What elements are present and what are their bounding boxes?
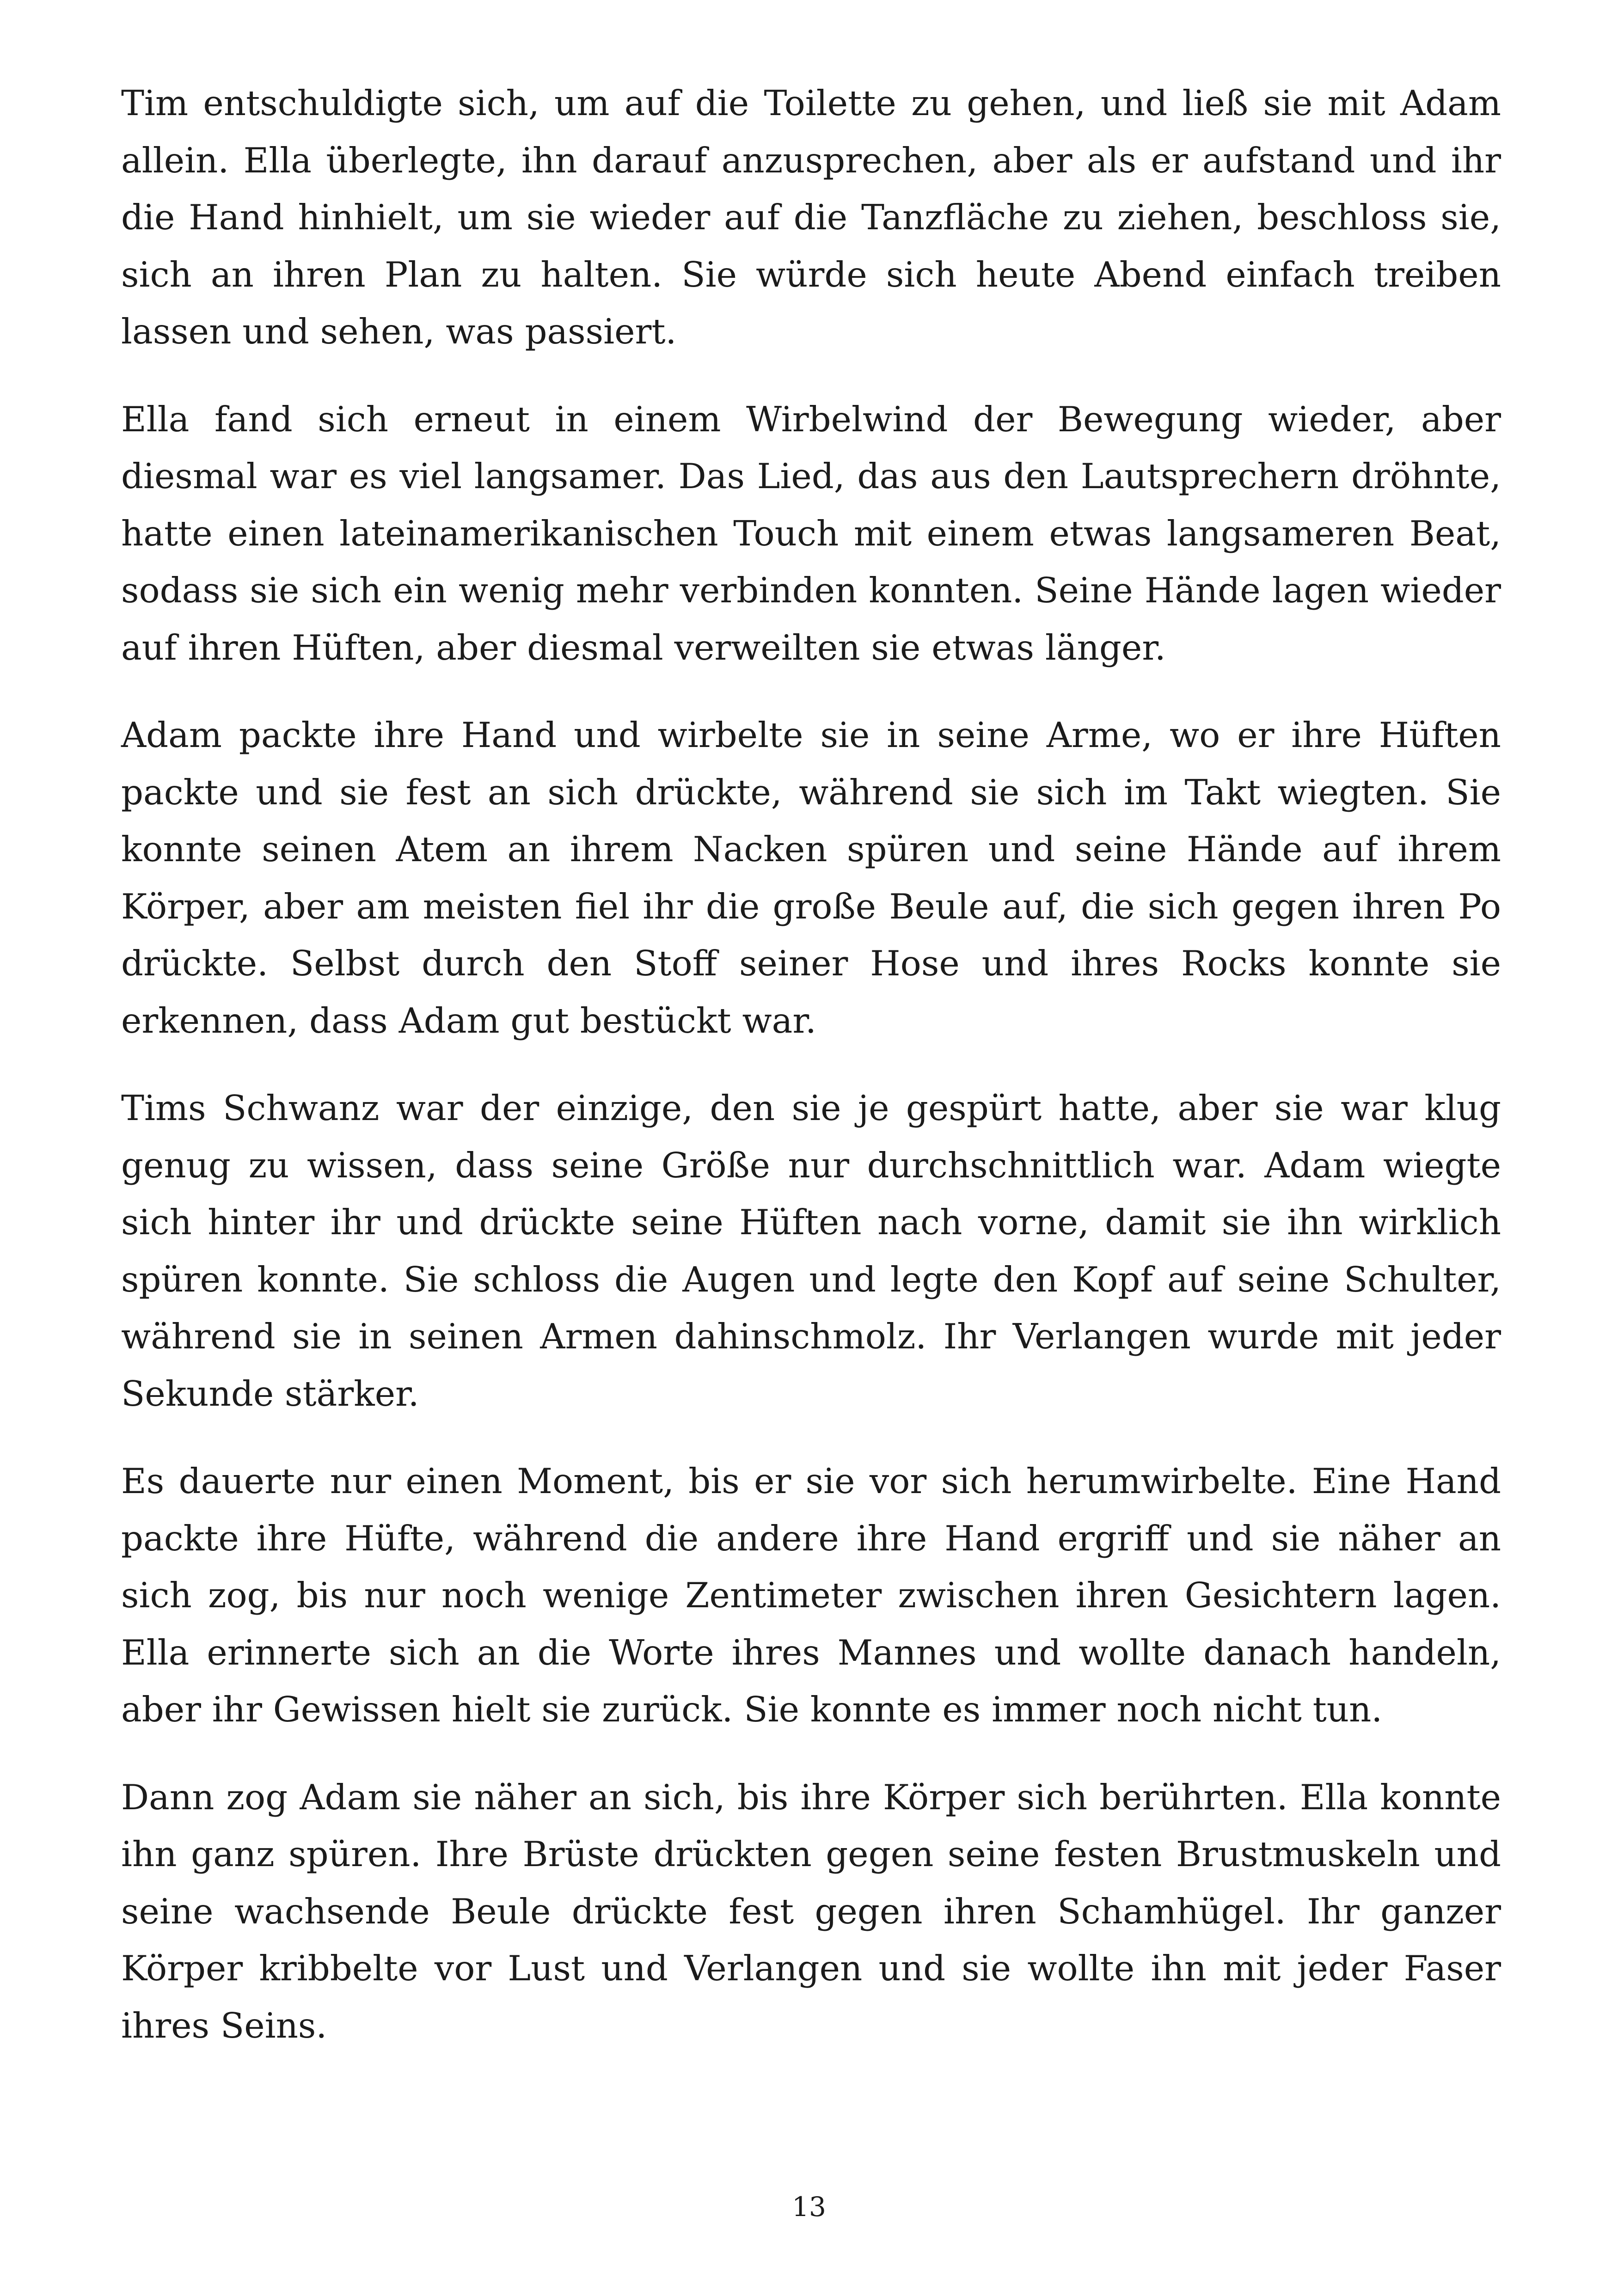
paragraph: Tim entschuldigte sich, um auf die Toilette zu gehen, und ließ sie mit Adam allein. Ella überlegte, ihn darauf anzusprechen, aber als er aufstand und ihr die Hand hinhielt, um sie wieder auf die Tanzfläche zu ziehen, beschloss sie, sich an ihren Plan zu halten. Sie würde sich heute Abend einfach treiben lassen und sehen, was passiert. [121, 83, 1501, 352]
paragraph: Ella fand sich erneut in einem Wirbelwind der Bewegung wieder, aber diesmal war es viel langsamer. Das Lied, das aus den Lautsprechern dröhnte, hatte einen lateinamerikanischen Touch mit einem etwas langsameren Beat, sodass sie sich ein wenig mehr verbinden konnten. Seine Hände lagen wieder auf ihren Hüften, aber diesmal verweilten sie etwas länger. [121, 398, 1501, 668]
paragraph: Tims Schwanz war der einzige, den sie je gespürt hatte, aber sie war klug genug zu wissen, dass seine Größe nur durchschnittlich war. Adam wiegte sich hinter ihr und drückte seine Hüften nach vorne, damit sie ihn wirklich spüren konnte. Sie schloss die Augen und legte den Kopf auf seine Schulter, während sie in seinen Armen dahinschmolz. Ihr Verlangen wurde mit jeder Sekunde stärker. [121, 1088, 1501, 1414]
page-body [121, 75, 1501, 2085]
page-number: 13 [792, 2191, 826, 2223]
paragraph: Dann zog Adam sie näher an sich, bis ihre Körper sich berührten. Ella konnte ihn ganz spüren. Ihre Brüste drückten gegen seine festen Brustmuskeln und seine wachsende Beule drückte fest gegen ihren Schamhügel. Ihr ganzer Körper kribbelte vor Lust und Verlangen und sie wollte ihn mit jeder Faser ihres Seins. [121, 1776, 1501, 2046]
paragraph: Es dauerte nur einen Moment, bis er sie vor sich herumwirbelte. Eine Hand packte ihre Hüfte, während die andere ihre Hand ergriff und sie näher an sich zog, bis nur noch wenige Zentimeter zwischen ihren Gesichtern lagen. Ella erinnerte sich an die Worte ihres Mannes und wollte danach handeln, aber ihr Gewissen hielt sie zurück. Sie konnte es immer noch nicht tun. [121, 1461, 1501, 1730]
paragraph: Adam packte ihre Hand und wirbelte sie in seine Arme, wo er ihre Hüften packte und sie fest an sich drückte, während sie sich im Takt wiegten. Sie konnte seinen Atem an ihrem Nacken spüren und seine Hände auf ihrem Körper, aber am meisten fiel ihr die große Beule auf, die sich gegen ihren Po drückte. Selbst durch den Stoff seiner Hose und ihres Rocks konnte sie erkennen, dass Adam gut bestückt war. [121, 715, 1501, 1041]
